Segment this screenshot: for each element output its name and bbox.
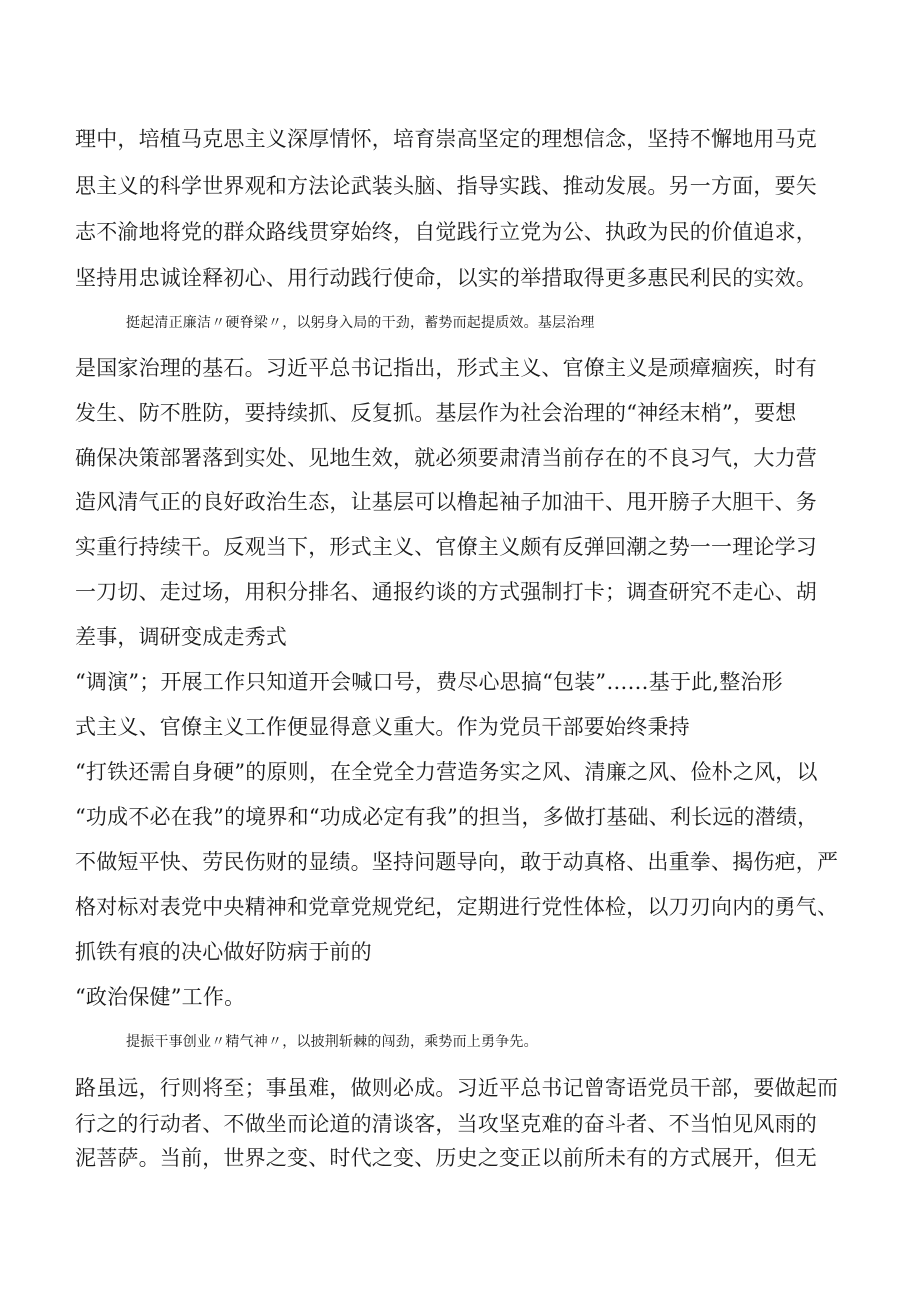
text-line: 不做短平快、劳民伤财的显绩。坚持问题导向，敢于动真格、出重拳、揭伤疤，严 [75,850,839,874]
text-line: 志不渝地将党的群众路线贯穿始终，自觉践行立党为公、执政为民的价值追求， [75,220,817,244]
text-line: 格对标对表党中央精神和党章党规党纪，定期进行党性体检，以刀刃向内的勇气、 [75,895,839,919]
text-line: 思主义的科学世界观和方法论武装头脑、指导实践、推动发展。另一方面，要矢 [75,174,817,198]
text-line: 实重行持续干。反观当下，形式主义、官僚主义颇有反弹回潮之势一一理论学习 [75,535,817,559]
text-line: “调演”；开展工作只知道开会喊口号，费尽心思搞“包装”……基于此,整治形 [75,670,783,694]
text-line: 一刀切、走过场，用积分排名、通报约谈的方式强制打卡；调查研究不走心、胡 [75,580,817,604]
text-line: 行之的行动者、不做坐而论道的清谈客，当攻坚克难的奋斗者、不当怕见风雨的 [75,1112,817,1136]
text-line: 坚持用忠诚诠释初心、用行动践行使命，以实的举措取得更多惠民利民的实效。 [75,266,817,290]
text-line: 差事，调研变成走秀式 [75,625,287,649]
text-line: 是国家治理的基石。习近平总书记指出，形式主义、官僚主义是顽瘴痼疾，时有 [75,356,817,380]
text-line: 理中，培植马克思主义深厚情怀，培育崇高坚定的理想信念，坚持不懈地用马克 [75,127,817,151]
paragraph-start-line: 提振干事创业〃精气神〃，以披荆斩棘的闯劲，乘势而上勇争先。 [126,1034,538,1050]
text-line: “政治保健”工作。 [75,985,246,1009]
text-line: 确保决策部署落到实处、见地生效，就必须要肃清当前存在的不良习气，大力营 [75,446,817,470]
text-line: “功成不必在我”的境界和“功成必定有我”的担当，多做打基础、利长远的潜绩， [75,805,819,829]
paragraph-start-line: 挺起清正廉洁〃硬脊梁〃，以躬身入局的干劲，蓄势而起提质效。基层治理 [126,315,595,331]
text-line: “打铁还需自身硬”的原则，在全党全力营造务实之风、清廉之风、俭朴之风，以 [75,760,818,784]
text-line: 抓铁有痕的决心做好防病于前的 [75,940,372,964]
text-line: 路虽远，行则将至；事虽难，做则必成。习近平总书记曾寄语党员干部，要做起而 [75,1076,839,1100]
text-line: 式主义、官僚主义工作便显得意义重大。作为党员干部要始终秉持 [75,715,690,739]
text-line: 发生、防不胜防，要持续抓、反复抓。基层作为社会治理的“神经末梢”，要想 [75,401,797,425]
text-line: 泥菩萨。当前，世界之变、时代之变、历史之变正以前所未有的方式展开，但无 [75,1146,817,1170]
text-line: 造风清气正的良好政治生态，让基层可以橹起袖子加油干、甩开膀子大胆干、务 [75,490,817,514]
